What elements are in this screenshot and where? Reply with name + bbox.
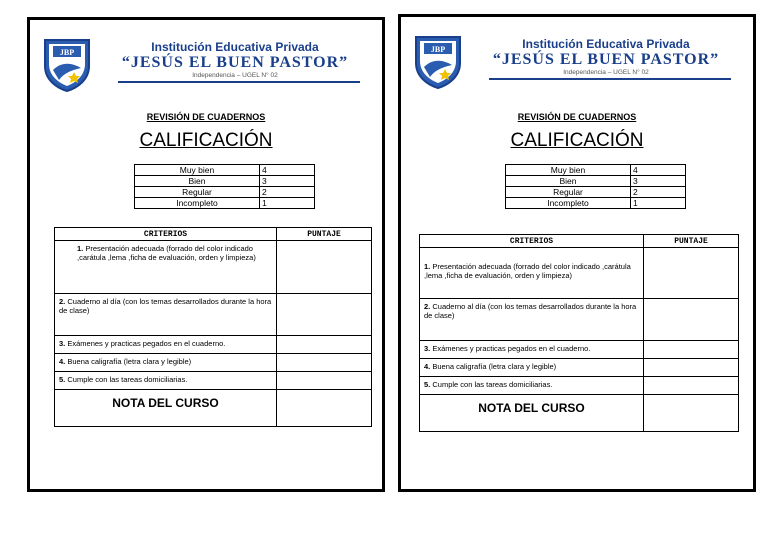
svg-text:JBP: JBP — [430, 45, 446, 54]
criterion: 1. Presentación adecuada (forrado del color indicado ,carátula ,lema ,ficha de evaluación, orden y limpieza) — [55, 241, 277, 294]
grade-label: Muy bien — [506, 165, 631, 176]
grade-value: 3 — [260, 176, 315, 187]
final-grade-cell[interactable] — [644, 395, 739, 432]
grade-value: 2 — [260, 187, 315, 198]
grade-label: Regular — [506, 187, 631, 198]
grade-row — [135, 165, 315, 176]
criteria-row — [420, 248, 739, 299]
criteria-header: CRITERIOS — [420, 235, 644, 248]
criteria-row — [55, 354, 372, 372]
criteria-table — [419, 234, 739, 432]
criteria-row — [55, 294, 372, 336]
score-header: PUNTAJE — [644, 235, 739, 248]
criterion: 5. Cumple con las tareas domiciliarias. — [420, 377, 644, 395]
criteria-row — [420, 299, 739, 341]
criteria-header: CRITERIOS — [55, 228, 277, 241]
school-name-line1: Institución Educativa Privada — [522, 37, 690, 51]
grade-value: 1 — [260, 198, 315, 209]
criterion: 4. Buena caligrafía (letra clara y legible) — [420, 359, 644, 377]
criterion: 3. Exámenes y practicas pegados en el cuaderno. — [55, 336, 277, 354]
score-cell[interactable] — [277, 294, 372, 336]
svg-text:JBP: JBP — [59, 48, 75, 57]
score-cell[interactable] — [277, 354, 372, 372]
criterion: 3. Exámenes y practicas pegados en el cuaderno. — [420, 341, 644, 359]
sheet-heading: REVISIÓN DE CUADERNOS — [517, 112, 637, 122]
grading-scale-table — [505, 164, 686, 209]
score-cell[interactable] — [644, 341, 739, 359]
grade-label: Bien — [135, 176, 260, 187]
school-name-line1: Institución Educativa Privada — [151, 40, 319, 54]
score-cell[interactable] — [644, 377, 739, 395]
grade-label: Incompleto — [135, 198, 260, 209]
grade-value: 2 — [631, 187, 686, 198]
criterion: 2. Cuaderno al día (con los temas desarrollados durante la hora de clase) — [55, 294, 277, 336]
grade-row — [135, 187, 315, 198]
grade-row — [506, 165, 686, 176]
final-grade-row — [420, 395, 739, 432]
criterion: 1. Presentación adecuada (forrado del color indicado ,carátula ,lema ,ficha de evaluación, orden y limpieza) — [420, 248, 644, 299]
grade-row — [506, 187, 686, 198]
grade-row — [506, 176, 686, 187]
sheet-heading: REVISIÓN DE CUADERNOS — [146, 112, 266, 122]
score-cell[interactable] — [644, 248, 739, 299]
score-cell[interactable] — [644, 359, 739, 377]
notebook-review-sheet-right — [398, 14, 756, 492]
grading-scale-table — [134, 164, 315, 209]
criterion: 5. Cumple con las tareas domiciliarias. — [55, 372, 277, 390]
school-shield-logo — [41, 36, 93, 92]
notebook-review-sheet-left — [27, 17, 385, 492]
grade-value: 4 — [631, 165, 686, 176]
criteria-row — [420, 359, 739, 377]
grade-value: 4 — [260, 165, 315, 176]
grade-label: Bien — [506, 176, 631, 187]
final-grade-label: NOTA DEL CURSO — [420, 395, 644, 432]
sheet-title: CALIFICACIÓN — [139, 130, 273, 151]
score-cell[interactable] — [277, 336, 372, 354]
criteria-row — [420, 341, 739, 359]
criteria-table — [54, 227, 372, 427]
criteria-row — [420, 377, 739, 395]
grade-value: 3 — [631, 176, 686, 187]
criteria-row — [55, 336, 372, 354]
final-grade-label: NOTA DEL CURSO — [55, 390, 277, 427]
grade-label: Incompleto — [506, 198, 631, 209]
grade-row — [506, 198, 686, 209]
score-cell[interactable] — [644, 299, 739, 341]
score-cell[interactable] — [277, 372, 372, 390]
score-header: PUNTAJE — [277, 228, 372, 241]
criteria-row — [55, 372, 372, 390]
criterion: 2. Cuaderno al día (con los temas desarrollados durante la hora de clase) — [420, 299, 644, 341]
criteria-row — [55, 241, 372, 294]
final-grade-row — [55, 390, 372, 427]
school-location: Independencia – UGEL N° 02 — [192, 72, 278, 79]
grade-label: Muy bien — [135, 165, 260, 176]
school-shield-logo — [412, 33, 464, 89]
school-location: Independencia – UGEL N° 02 — [563, 69, 649, 76]
grade-row — [135, 198, 315, 209]
header-divider — [489, 78, 731, 80]
school-name-line2: “JESÚS EL BUEN PASTOR” — [492, 51, 720, 68]
grade-row — [135, 176, 315, 187]
criterion: 4. Buena caligrafía (letra clara y legible) — [55, 354, 277, 372]
score-cell[interactable] — [277, 241, 372, 294]
grade-label: Regular — [135, 187, 260, 198]
final-grade-cell[interactable] — [277, 390, 372, 427]
sheet-title: CALIFICACIÓN — [510, 130, 644, 151]
school-name-line2: “JESÚS EL BUEN PASTOR” — [121, 54, 349, 71]
header-divider — [118, 81, 360, 83]
grade-value: 1 — [631, 198, 686, 209]
